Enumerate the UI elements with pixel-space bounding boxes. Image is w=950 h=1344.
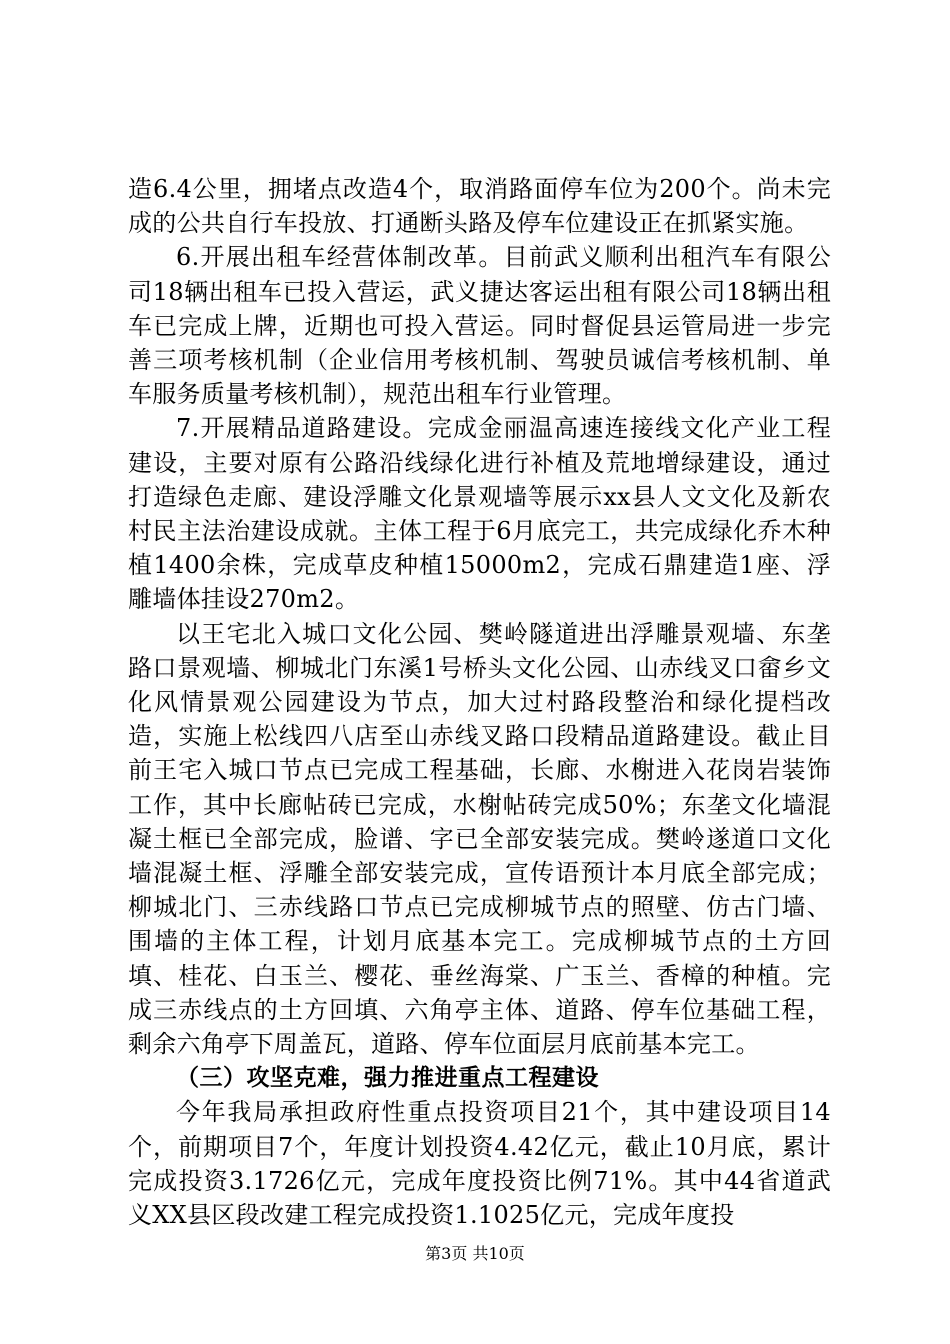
- paragraph-premium-road: 7.开展精品道路建设。完成金丽温高速连接线文化产业工程建设，主要对原有公路沿线绿化进行补植及荒地增绿建设，通过打造绿色走廊、建设浮雕文化景观墙等展示xx县人文文化及新农村民主法治建设成就。主体工程于6月底完工，共完成绿化乔木种植1400余株，完成草皮种植15000m2，完成石鼎建造1座、浮雕墙体挂设270m2。: [128, 414, 831, 614]
- section-heading: （三）攻坚克难，强力推进重点工程建设: [176, 1065, 599, 1092]
- paragraph-node-construction: 以王宅北入城口文化公园、樊岭隧道进出浮雕景观墙、东垄路口景观墙、柳城北门东溪1号桥头文化公园、山赤线叉口畲乡文化风情景观公园建设为节点，加大过村路段整治和绿化提档改造，实施上松线四八店至山赤线叉路口段精品道路建设。截止目前王宅入城口节点已完成工程基础，长廊、水榭进入花岗岩装饰工作，其中长廊帖砖已完成，水榭帖砖完成50%；东垄文化墙混凝土框已全部完成，脸谱、字已全部安装完成。樊岭遂道口文化墙混凝土框、浮雕全部安装完成，宣传语预计本月底全部完成；柳城北门、三赤线路口节点已完成柳城节点的照壁、仿古门墙、围墙的主体工程，计划月底基本完工。完成柳城节点的土方回填、桂花、白玉兰、樱花、垂丝海棠、广玉兰、香樟的种植。完成三赤线点的土方回填、六角亭主体、道路、停车位基础工程，剩余六角亭下周盖瓦，道路、停车位面层月底前基本完工。: [128, 619, 831, 1059]
- paragraph-key-projects: 今年我局承担政府性重点投资项目21个，其中建设项目14个，前期项目7个，年度计划投资4.42亿元，截止10月底，累计完成投资3.1726亿元，完成年度投资比例71%。其中44省道武义XX县区段改建工程完成投资1.1025亿元，完成年度投: [128, 1098, 831, 1230]
- paragraph-taxi-reform: 6.开展出租车经营体制改革。目前武义顺利出租汽车有限公司18辆出租车已投入营运，武义捷达客运出租有限公司18辆出租车已完成上牌，近期也可投入营运。同时督促县运管局进一步完善三项考核机制（企业信用考核机制、驾驶员诚信考核机制、单车服务质量考核机制），规范出租车行业管理。: [128, 243, 831, 409]
- document-body: [128, 172, 831, 1232]
- page-number-footer: 第3页 共10页: [425, 1244, 525, 1263]
- paragraph-continuation: 造6.4公里，拥堵点改造4个，取消路面停车位为200个。尚未完成的公共自行车投放、打通断头路及停车位建设正在抓紧实施。: [128, 175, 831, 238]
